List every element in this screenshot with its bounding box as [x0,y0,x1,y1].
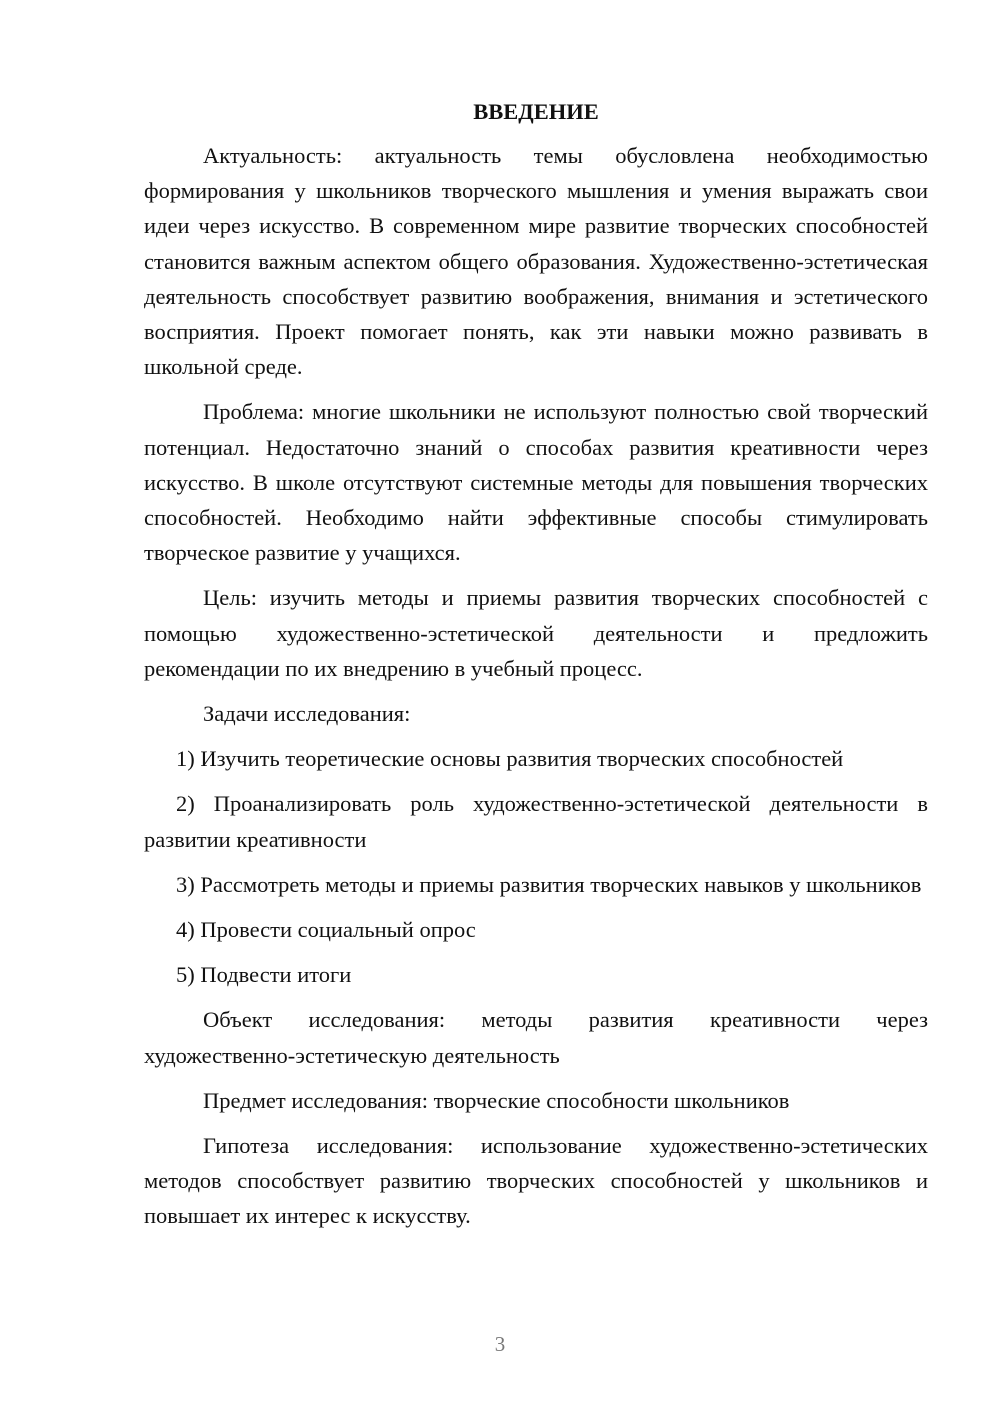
task-item-2: 2) Проанализировать роль художественно-эстетической деятельности в развитии креативности [144,791,928,852]
paragraph-goal: Цель: изучить методы и приемы развития творческих способностей с помощью художественно-эстетической деятельности и предложить рекомендации по их внедрению в учебный процесс. [144,585,928,681]
task-item-1: 1) Изучить теоретические основы развития творческих способностей [176,746,844,772]
paragraph-tasks-heading: Задачи исследования: [203,701,411,727]
task-item-4: 4) Провести социальный опрос [176,917,476,943]
paragraph-subject: Предмет исследования: творческие способности школьников [203,1087,790,1113]
task-item-3: 3) Рассмотреть методы и приемы развития творческих навыков у школьников [176,871,922,897]
page-number: 3 [494,1332,506,1356]
paragraph-object: Объект исследования: методы развития креативности через художественно-эстетическую деятельность [144,1007,928,1068]
page-content [144,96,928,1234]
paragraph-hypothesis: Гипотеза исследования: использование художественно-эстетических методов способствует развитию творческих способностей у школьников и повышает их интерес к искусству. [144,1133,928,1229]
task-item-5: 5) Подвести итоги [176,962,352,988]
section-title: ВВЕДЕНИЕ [473,99,599,124]
paragraph-problem: Проблема: многие школьники не используют полностью свой творческий потенциал. Недостаточно знаний о способах развития креативности через искусство. В школе отсутствуют системные методы для повышения творческих способностей. Необходимо найти эффективные способы стимулировать творческое развитие у учащихся. [144,399,928,566]
paragraph-relevance: Актуальность: актуальность темы обусловлена необходимостью формирования у школьников творческого мышления и умения выражать свои идеи через искусство. В современном мире развитие творческих способностей становится важным аспектом общего образования. Художественно-эстетическая деятельность способствует развитию воображения, внимания и эстетического восприятия. Проект помогает понять, как эти навыки можно развивать в школьной среде. [144,143,928,380]
